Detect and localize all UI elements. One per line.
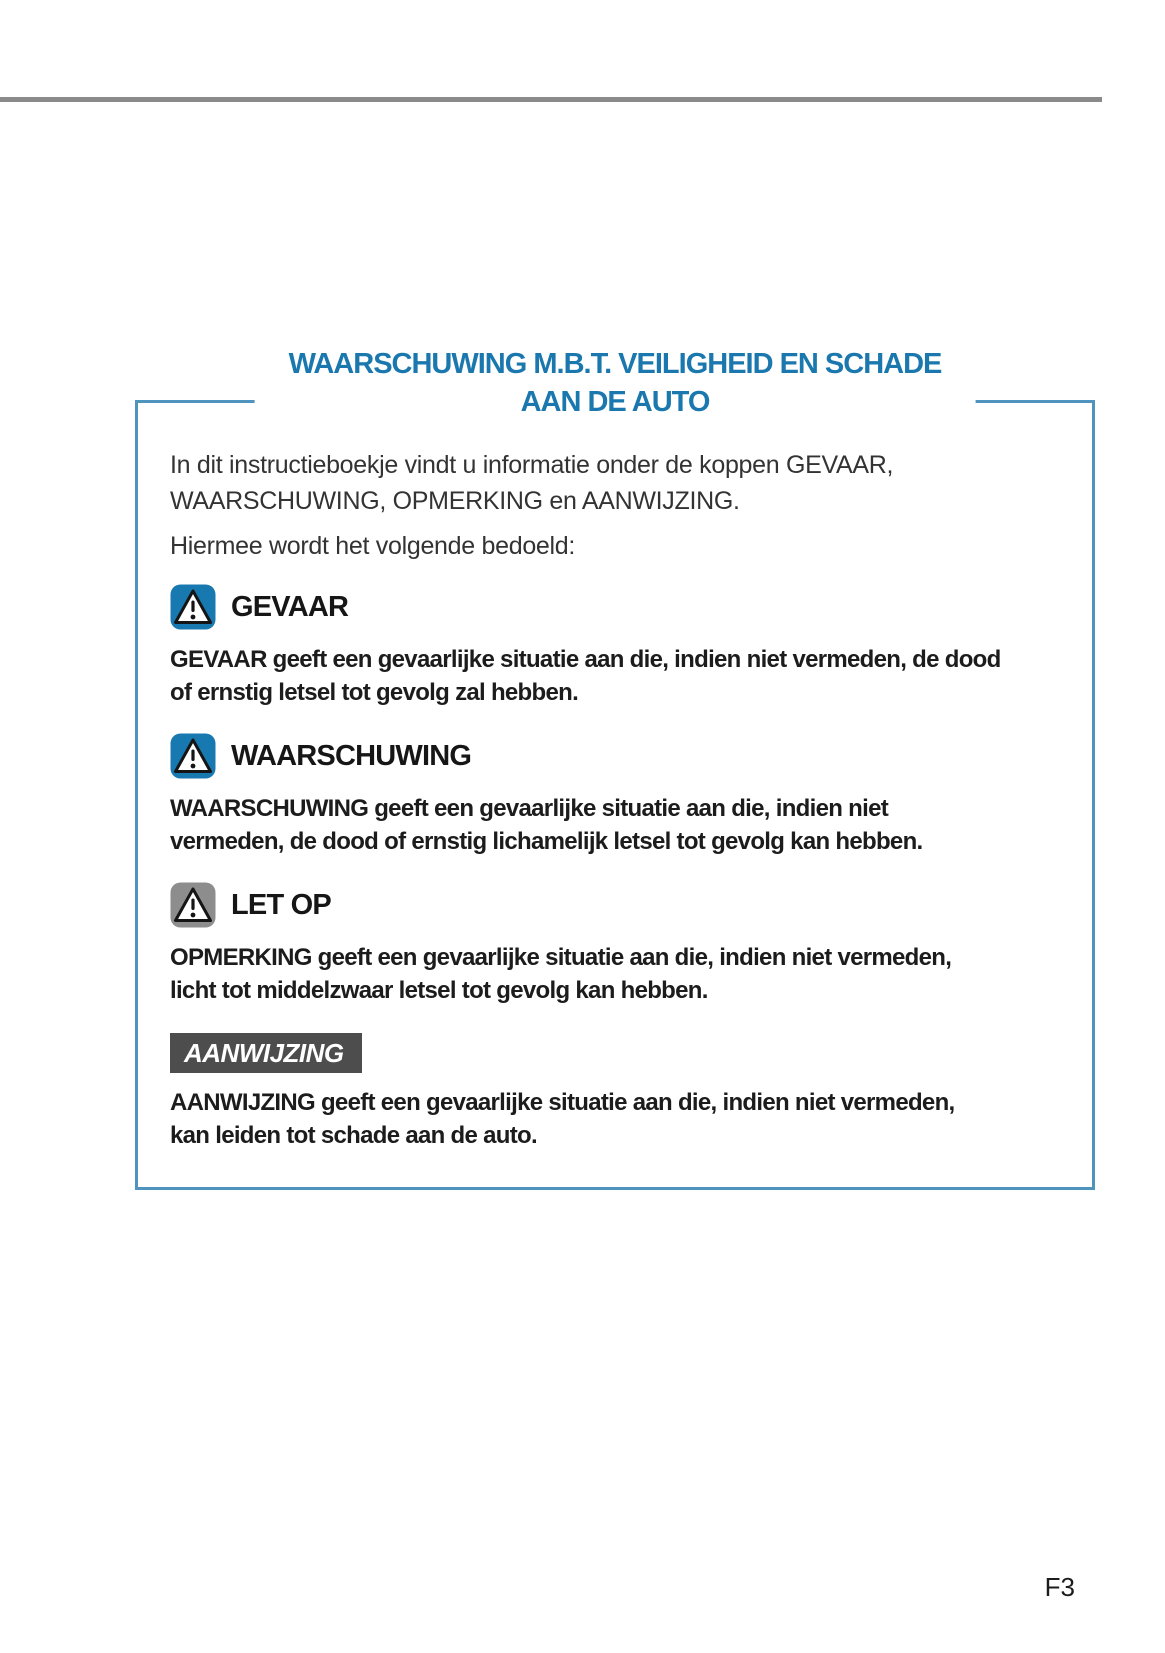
section-letop-header [170, 882, 1052, 928]
section-waarschuwing [170, 733, 1052, 858]
warning-triangle-icon [170, 882, 216, 928]
body-text-line: AANWIJZING geeft een gevaarlijke situatie aan die, indien niet vermeden, [170, 1089, 955, 1116]
warning-triangle-icon [170, 733, 216, 779]
section-letop [170, 882, 1052, 1007]
body-text-line: of ernstig letsel tot gevolg zal hebben. [170, 679, 579, 706]
body-text-line: vermeden, de dood of ernstig lichamelijk letsel tot gevolg kan hebben. [170, 828, 923, 855]
section-waarschuwing-body [170, 792, 1052, 858]
body-text-line: kan leiden tot schade aan de auto. [170, 1122, 537, 1149]
section-letop-heading: LET OP [231, 889, 331, 921]
body-text-line: WAARSCHUWING geeft een gevaarlijke situatie aan die, indien niet [170, 795, 889, 822]
section-gevaar [170, 584, 1052, 709]
section-letop-body [170, 941, 1052, 1007]
aanwijzing-badge: AANWIJZING [170, 1033, 362, 1073]
section-waarschuwing-heading: WAARSCHUWING [231, 740, 472, 772]
intro-lead-in: Hiermee wordt het volgende bedoeld: [170, 532, 576, 560]
section-waarschuwing-header [170, 733, 1052, 779]
body-text-line: licht tot middelzwaar letsel tot gevolg kan hebben. [170, 977, 708, 1004]
section-gevaar-body [170, 643, 1052, 709]
section-gevaar-header [170, 584, 1052, 630]
page-number: F3 [1044, 1572, 1075, 1602]
body-text-line: OPMERKING geeft een gevaarlijke situatie aan die, indien niet vermeden, [170, 944, 952, 971]
box-title-line1: WAARSCHUWING M.B.T. VEILIGHEID EN SCHADE [288, 348, 942, 380]
box-title [255, 345, 976, 421]
intro-text-line: WAARSCHUWING, OPMERKING en AANWIJZING. [170, 487, 740, 515]
warning-triangle-icon [170, 584, 216, 630]
section-gevaar-heading: GEVAAR [231, 591, 349, 623]
safety-warning-box [135, 348, 1095, 1190]
section-aanwijzing [170, 1033, 1052, 1073]
box-title-line2: AAN DE AUTO [520, 386, 710, 418]
top-divider-rule [0, 97, 1102, 102]
section-aanwijzing-body [170, 1086, 1052, 1152]
intro-text-line: In dit instructieboekje vindt u informatie onder de koppen GEVAAR, [170, 451, 894, 479]
body-text-line: GEVAAR geeft een gevaarlijke situatie aan die, indien niet vermeden, de dood [170, 646, 1001, 673]
box-content [138, 403, 1092, 1152]
